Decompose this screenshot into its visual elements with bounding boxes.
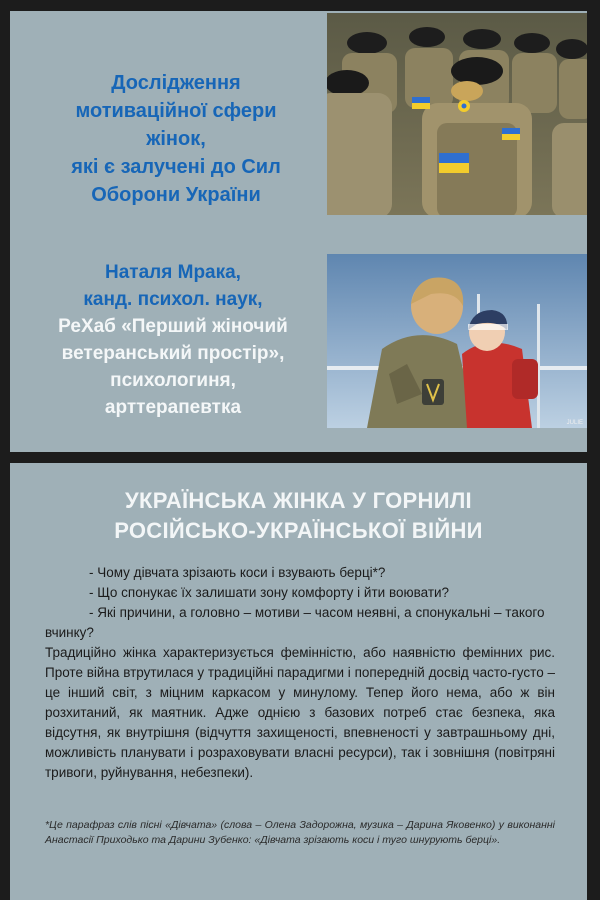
photo-women-soldiers — [327, 13, 587, 215]
slide-title — [10, 11, 587, 452]
question-item: - Чому дівчата зрізають коси і взувають берці*? — [89, 565, 386, 580]
body-text — [45, 563, 555, 783]
section-heading-line: РОСІЙСЬКО-УКРАЇНСЬКОЇ ВІЙНИ — [114, 518, 483, 543]
study-title-line: які є залучені до Сил — [71, 156, 281, 178]
question-item: - Що спонукає їх залишати зону комфорту і йти воювати? — [89, 585, 450, 600]
slide-intro — [10, 463, 587, 900]
photo-watermark: JULIE — [566, 420, 583, 426]
study-title-line: мотиваційної сфери — [75, 100, 277, 122]
study-title-line: Оборони України — [91, 184, 261, 206]
author-organization: РеХаб «Перший жіночий — [58, 316, 288, 337]
footnote: *Це парафраз слів пісні «Дівчата» (слова – Олена Задорожна, музика – Дарина Яковенко) у виконанні Анастасії Приходько та Дарини Зубенко: «Дівчата зрізають коси і туго шнурують берці». — [45, 819, 555, 846]
section-heading — [10, 486, 587, 546]
author-name: Наталя Мрака, — [105, 262, 241, 283]
author-profession: психологиня, — [110, 370, 236, 391]
author-info — [18, 259, 328, 421]
study-title-line: Дослідження — [111, 72, 241, 94]
section-heading-line: УКРАЇНСЬКА ЖІНКА У ГОРНИЛІ — [125, 488, 472, 513]
author-organization: ветеранський простір», — [61, 343, 285, 364]
author-degree: канд. психол. наук, — [83, 289, 263, 310]
body-paragraph: Традиційно жінка характеризується фемінністю, або наявністю фемінних рис. Проте війна втрутилася у традиційні парадигми і попередній досвід часто-густо – це інший світ, з міцним каркасом у минулому. Тепер його нема, або ж він розхитаний, як маятник. Адже однією з базових потреб стає безпека, яка відсутня, як внутрішня (відчуття захищеності, впевненості у завтрашньому дні, можливість планувати і розраховувати власні ресурси), так і зовнішня (повітряні тривоги, руйнування, небезпеки). — [45, 645, 555, 780]
study-title-line: жінок, — [146, 128, 206, 150]
study-title — [26, 69, 326, 209]
women-soldiers-illustration — [327, 13, 587, 215]
author-profession: арттерапевтка — [104, 397, 242, 418]
photo-soldier-mother-child — [327, 254, 587, 428]
soldier-mother-child-illustration — [327, 254, 587, 428]
question-item: - Які причини, а головно – мотиви – часом неявні, а спонукальні – такого вчинку? — [45, 605, 545, 640]
